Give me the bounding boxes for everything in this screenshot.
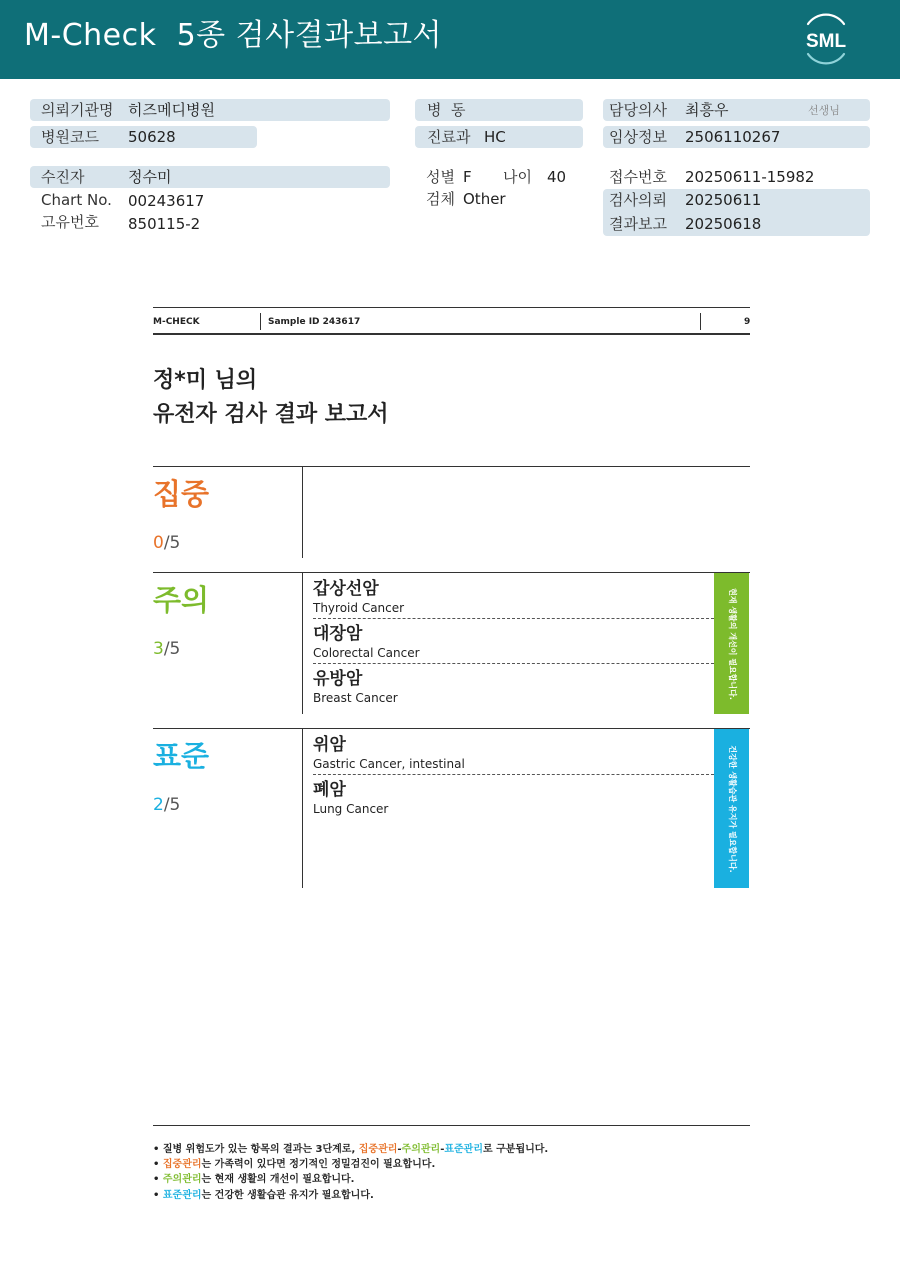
category-count-standard: 2/5 xyxy=(153,795,181,815)
result-item-en: Lung Cancer xyxy=(313,802,389,816)
sex-label: 성별 xyxy=(426,168,455,186)
request-value: 20250611 xyxy=(685,191,762,209)
institution-value: 히즈메디병원 xyxy=(128,101,215,119)
logo-text: SML xyxy=(805,31,847,52)
footnote-rule xyxy=(153,1125,750,1126)
category-title-caution: 주의 xyxy=(153,583,210,617)
item-separator xyxy=(313,774,714,775)
sml-logo-icon xyxy=(796,10,856,68)
report-brand: M-CHECK xyxy=(153,317,200,327)
category-divider xyxy=(302,573,303,714)
footnote-4: • 표준관리는 건강한 생활습관 유지가 필요합니다. xyxy=(153,1190,374,1201)
receipt-value: 20250611-15982 xyxy=(685,168,815,186)
category-rule xyxy=(153,466,750,467)
result-item-ko: 갑상선암 xyxy=(313,579,379,599)
result-item-en: Breast Cancer xyxy=(313,691,398,705)
age-label: 나이 xyxy=(503,168,532,186)
hospital-code-value: 50628 xyxy=(128,128,176,146)
unique-value: 850115-2 xyxy=(128,215,201,233)
result-item-ko: 폐암 xyxy=(313,780,346,800)
report-header xyxy=(0,0,900,79)
category-divider xyxy=(302,467,303,558)
item-separator xyxy=(313,618,714,619)
age-value: 40 xyxy=(547,168,567,186)
category-title-focus: 집중 xyxy=(153,477,210,511)
result-item-en: Gastric Cancer, intestinal xyxy=(313,757,465,771)
patient-label: 수진자 xyxy=(41,168,85,186)
head-divider xyxy=(260,313,261,330)
result-item-ko: 대장암 xyxy=(313,624,363,644)
standard-side-bar xyxy=(714,729,749,888)
report-head-rule xyxy=(153,333,750,335)
category-rule xyxy=(153,572,750,573)
dept-label: 진료과 xyxy=(427,128,471,146)
doctor-value: 최흥우 xyxy=(685,101,729,119)
clinical-label: 임상정보 xyxy=(609,128,667,146)
report-title-line2: 유전자 검사 결과 보고서 xyxy=(153,402,389,427)
head-divider xyxy=(700,313,701,330)
result-item-en: Colorectal Cancer xyxy=(313,646,420,660)
specimen-label: 검체 xyxy=(426,190,455,208)
specimen-value: Other xyxy=(463,190,506,208)
doctor-suffix: 선생님 xyxy=(808,104,840,117)
result-item-ko: 위암 xyxy=(313,735,346,755)
institution-label: 의뢰기관명 xyxy=(41,101,114,119)
result-item-en: Thyroid Cancer xyxy=(313,601,405,615)
footnote-2: • 집중관리는 가족력이 있다면 정기적인 정밀검진이 필요합니다. xyxy=(153,1159,436,1170)
caution-side-bar xyxy=(714,573,749,714)
category-rule xyxy=(153,728,750,729)
ward-label: 병 동 xyxy=(427,101,466,119)
page-title: M-Check 5종 검사결과보고서 xyxy=(24,18,443,53)
sample-id: Sample ID 243617 xyxy=(268,317,361,327)
item-separator xyxy=(313,663,714,664)
sex-value: F xyxy=(463,168,472,186)
doctor-label: 담당의사 xyxy=(609,101,667,119)
request-label: 검사의뢰 xyxy=(609,191,667,209)
caution-side-text: 현재 생활의 개선이 필요합니다. xyxy=(727,587,737,700)
chart-label: Chart No. xyxy=(41,191,112,209)
hospital-code-label: 병원코드 xyxy=(41,128,99,146)
footnote-3: • 주의관리는 현재 생활의 개선이 필요합니다. xyxy=(153,1174,355,1185)
chart-value: 00243617 xyxy=(128,192,205,210)
footnote-1: • 질병 위험도가 있는 항목의 결과는 3단계로, 집중관리-주의관리-표준관리로 구분됩니다. xyxy=(153,1144,549,1155)
receipt-label: 접수번호 xyxy=(609,168,667,186)
category-title-standard: 표준 xyxy=(153,739,210,773)
report-title-line1: 정*미 님의 xyxy=(153,368,258,393)
patient-value: 정수미 xyxy=(128,168,172,186)
category-count-focus: 0/5 xyxy=(153,533,181,553)
report-value: 20250618 xyxy=(685,215,762,233)
dept-value: HC xyxy=(484,128,506,146)
standard-side-text: 건강한 생활습관 유지가 필요합니다. xyxy=(727,744,737,873)
result-item-ko: 유방암 xyxy=(313,669,363,689)
unique-label: 고유번호 xyxy=(41,213,99,231)
category-count-caution: 3/5 xyxy=(153,639,181,659)
clinical-value: 2506110267 xyxy=(685,128,781,146)
category-divider xyxy=(302,729,303,888)
report-label: 결과보고 xyxy=(609,215,667,233)
page-number: 9 xyxy=(744,317,751,327)
report-top-rule xyxy=(153,307,750,308)
